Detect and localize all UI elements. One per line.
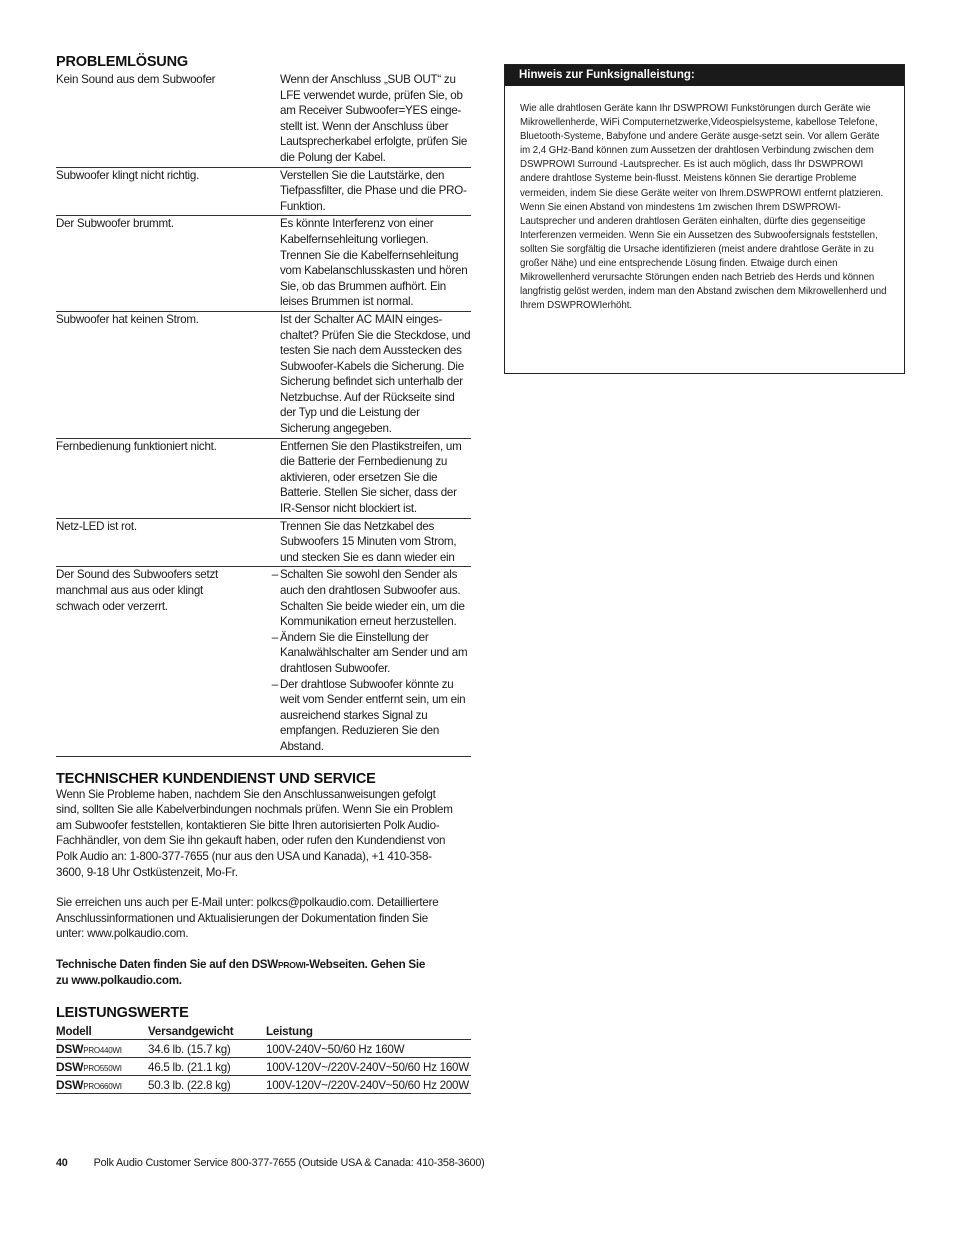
specs-header-model: Modell	[56, 1023, 148, 1040]
specs-note-post: -Webseiten. Gehen Sie zu www.polkaudio.com.	[56, 957, 426, 988]
solution-text: Es könnte Interferenz von einer Kabelfernsehleitung vorliegen. Trennen Sie die Kabelfernsehleitung vom Kabelanschlusskasten und hören Sie, ob das Brummen aufhört. Ein leises Brummen ist normal.	[280, 217, 468, 309]
specs-title: LEISTUNGSWERTE	[56, 1005, 189, 1022]
problem-text: Kein Sound aus dem Subwoofer	[56, 73, 216, 86]
problem-text: Netz-LED ist rot.	[56, 519, 137, 533]
troubleshooting-row	[56, 216, 471, 312]
specs-section	[56, 1005, 471, 1094]
solution-cell	[280, 439, 471, 517]
specs-model	[56, 1058, 148, 1076]
problem-text: Der Subwoofer brummt.	[56, 217, 174, 231]
troubleshooting-row	[56, 439, 471, 519]
solution-cell	[280, 519, 471, 566]
solution-cell	[280, 72, 471, 166]
solution-text: Trennen Sie das Netzkabel des Subwoofers 15 Minuten vom Strom, und stecken Sie es dann wieder ein	[280, 519, 457, 564]
service-section	[56, 771, 471, 990]
model-suffix: PRO550WI	[83, 1064, 122, 1074]
specs-row	[56, 1040, 471, 1058]
solution-text: Schalten Sie sowohl den Sender als auch den drahtlosen Subwoofer aus. Schalten Sie beide wieder ein, um die Kommunikation erneut herzustellen.	[280, 568, 465, 629]
page-number: 40	[56, 1157, 68, 1169]
solution-cell	[280, 216, 471, 310]
specs-power: 100V-120V~/220V-240V~50/60 Hz 160W	[266, 1058, 471, 1076]
specs-weight: 34.6 lb. (15.7 kg)	[148, 1040, 266, 1058]
solution-text: Wenn der Anschluss „SUB OUT“ zu LFE verwendet wurde, prüfen Sie, ob am Receiver Subwoofer=YES einge-stellt ist. Wenn der Anschluss über Lautsprecherkabel erfolgte, prüfen Sie die Polung der Kabel.	[280, 73, 468, 164]
footer-text: Polk Audio Customer Service 800-377-7655 (Outside USA & Canada: 410-358-3600)	[93, 1157, 485, 1169]
specs-weight: 46.5 lb. (21.1 kg)	[148, 1058, 266, 1076]
solution-text: Verstellen Sie die Lautstärke, den Tiefpassfilter, die Phase und die PRO-Funktion.	[280, 168, 467, 213]
service-paragraph-2: Sie erreichen uns auch per E-Mail unter: polkcs@polkaudio.com. Detailliertere Anschlussinformationen und Aktualisierungen der Dokumentation finden Sie unter: www.polkaudio.com.	[56, 896, 439, 941]
service-specs-note	[56, 957, 436, 989]
solution-text: Entfernen Sie den Plastikstreifen, um die Batterie der Fernbedienung zu aktivieren, oder ersetzen Sie die Batterie. Stellen Sie sicher, dass der IR-Sensor nicht blockiert ist.	[280, 439, 462, 516]
troubleshooting-row	[56, 72, 471, 168]
troubleshooting-row	[56, 312, 471, 439]
problem-text: Subwoofer klingt nicht richtig.	[56, 168, 200, 182]
specs-weight: 50.3 lb. (22.8 kg)	[148, 1076, 266, 1094]
problem-text: Der Sound des Subwoofers setzt manchmal aus aus oder klingt schwach oder verzerrt.	[56, 568, 218, 613]
wireless-notice-box	[504, 64, 905, 374]
specs-row	[56, 1076, 471, 1094]
wireless-notice-title: Hinweis zur Funksignalleistung:	[505, 65, 904, 86]
problem-text: Fernbedienung funktioniert nicht.	[56, 439, 217, 453]
left-column	[56, 54, 471, 1094]
specs-model	[56, 1076, 148, 1094]
model-suffix: PRO660WI	[83, 1082, 122, 1092]
troubleshooting-row	[56, 168, 471, 217]
solution-cell: – Schalten Sie sowohl den Sender als auch den drahtlosen Subwoofer aus. Schalten Sie beide wieder ein, um die Kommunikation erneut herzustellen. – Ändern Sie die Einstellung der Kanalwählschalter am Sender und am drahtlosen Subwoofer. – Der drahtlose Subwoofer könnte zu weit vom Sender entfernt sein, um ein ausreichend starkes Signal zu empfangen. Reduzieren Sie den Abstand.	[280, 567, 471, 754]
troubleshooting-row	[56, 567, 471, 756]
specs-model	[56, 1040, 148, 1058]
specs-power: 100V-240V~50/60 Hz 160W	[266, 1040, 471, 1058]
model-name: DSW	[56, 1042, 84, 1057]
specs-row	[56, 1058, 471, 1076]
solution-text: Ist der Schalter AC MAIN einges-chaltet? Prüfen Sie die Steckdose, und testen Sie nach dem Ausstecken des Subwoofer-Kabels die Sicherung. Die Sicherung befindet sich unterhalb der Netzbuchse. Auf der Rückseite sind der Typ und die Leistung der Sicherung angegeben.	[280, 312, 471, 436]
troubleshooting-title: PROBLEMLÖSUNG	[56, 54, 188, 70]
model-name: DSW	[56, 1078, 84, 1093]
problem-text: Subwoofer hat keinen Strom.	[56, 312, 199, 326]
page-footer	[56, 1157, 485, 1169]
service-paragraph-1: Wenn Sie Probleme haben, nachdem Sie den Anschlussanweisungen gefolgt sind, sollten Sie alle Kabelverbindungen nochmals prüfen. Wenn Sie ein Problem am Subwoofer feststellen, kontaktieren Sie bitte Ihren autorisierten Polk Audio-Fachhändler, von dem Sie ihn gekauft haben, oder rufen den Kundendienst von Polk Audio an: 1-800-377-7655 (nur aus den USA und Kanada), +1 410-358-3600, 9-18 Uhr Ostküstenzeit, Mo-Fr.	[56, 787, 453, 879]
model-name: DSW	[56, 1060, 84, 1075]
solution-text: Der drahtlose Subwoofer könnte zu weit vom Sender entfernt sein, um ein ausreichend starkes Signal zu empfangen. Reduzieren Sie den Abstand.	[280, 677, 466, 753]
troubleshooting-row	[56, 519, 471, 568]
specs-note-small: PROWI	[277, 959, 306, 970]
service-title: TECHNISCHER KUNDENDIENST UND SERVICE	[56, 770, 376, 787]
specs-note-pre: Technische Daten finden Sie auf den DSW	[56, 957, 278, 971]
solution-text: Ändern Sie die Einstellung der Kanalwählschalter am Sender und am drahtlosen Subwoofer.	[280, 630, 468, 675]
specs-power: 100V-120V~/220V-240V~50/60 Hz 200W	[266, 1076, 471, 1094]
solution-cell	[280, 312, 471, 437]
model-suffix: PRO440WI	[83, 1046, 122, 1056]
specs-header-weight: Versandgewicht	[148, 1023, 266, 1040]
wireless-notice-text: Wie alle drahtlosen Geräte kann Ihr DSWPROWI Funkstörungen durch Geräte wie Mikrowellenherde, WiFi Computernetzwerke,Videospielsysteme, kabellose Telefone, Bluetooth-Systeme, Babyfone und andere Geräte ausge-setzt sein. Vor allem Geräte im 2,4 GHz-Band können zum Aussetzen der drahtlosen Verbindung zwischen dem DSWPROWI Surround -Lautsprecher. Es ist auch möglich, dass Ihr DSWPROWI andere drahtlose Systeme bein-flusst. Meistens können Sie derartige Probleme vermeiden, indem Sie diese Geräte weiter von Ihrem.DSWPROWI entfernt platzieren. Wenn Sie einen Abstand von mindestens 1m zwischen Ihrem DSWPROWI-Lautsprecher und anderen drahtlosen Geräten einhalten, dürfte dies gegenseitige Interferenzen vermeiden. Wenn Sie ein Aussetzen des Subwoofersignals feststellen, sollten Sie sorgfältig die Ursache identifizieren (meist andere drahtlose Geräte in zu großer Nähe) und eine entsprechende Lösung finden. Etwaige durch einen Mikrowellenherd verursachte Störungen enden nach Betrieb des Herds und können langfristig gelöst werden, indem man den Abstand zwischen dem Mikrowellenherd und Ihrem DSWPROWIerhöht.	[520, 103, 887, 312]
troubleshooting-table	[56, 72, 471, 757]
specs-header-power: Leistung	[266, 1023, 471, 1040]
specs-table	[56, 1023, 471, 1094]
solution-cell	[280, 168, 471, 215]
